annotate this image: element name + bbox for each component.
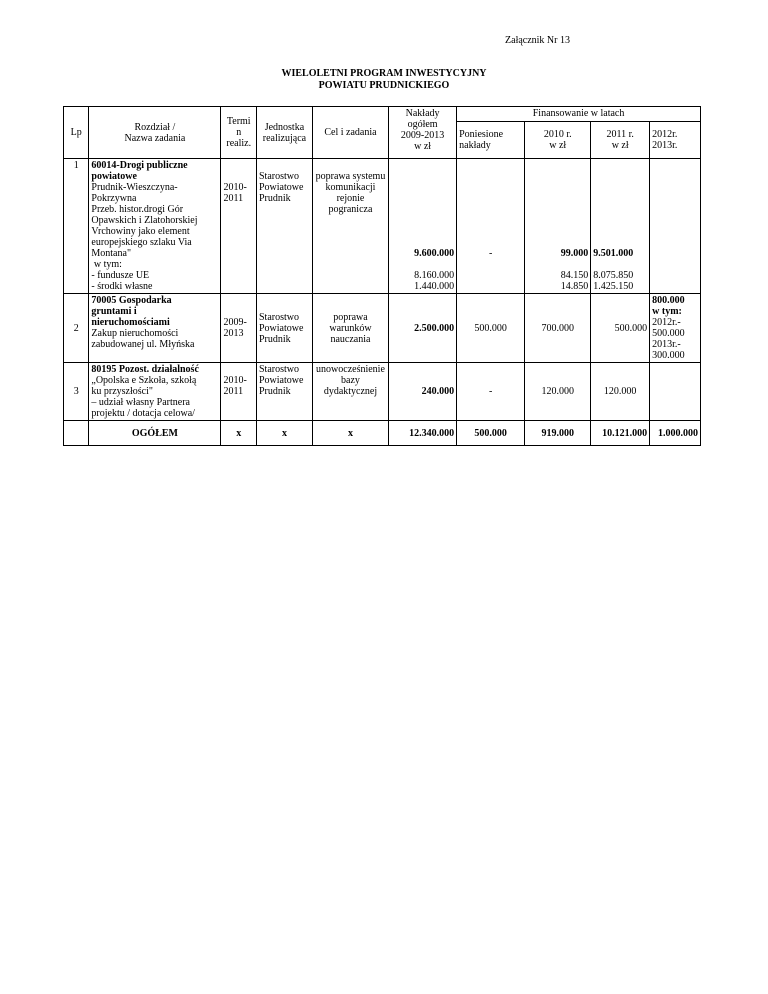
- totals-2011: 10.121.000: [591, 421, 650, 446]
- col-unit-header: Jednostka realizująca: [257, 107, 313, 159]
- header-row: [64, 107, 701, 122]
- row-lp: 2: [64, 294, 89, 363]
- attachment-label: Załącznik Nr 13: [505, 35, 570, 46]
- row-total: 9.600.000 8.160.000 1.440.000: [389, 159, 457, 294]
- row-incurred: 500.000: [457, 294, 525, 363]
- totals-incurred: 500.000: [457, 421, 525, 446]
- row-unit: Starostwo Powiatowe Prudnik: [257, 363, 313, 421]
- row-task-name: 80195 Pozost. działalność „Opolska e Szkoła, szkołą ku przyszłości" – udział własny Partnera projektu / dotacja celowa/: [89, 363, 221, 421]
- title-line-2: POWIATU PRUDNICKIEGO: [318, 80, 450, 91]
- col-goal-header: Cel i zadania: [312, 107, 388, 159]
- row-2011: 500.000: [591, 294, 650, 363]
- table-row: [64, 159, 701, 294]
- row-lp: 1: [64, 159, 89, 294]
- row-incurred: -: [457, 159, 525, 294]
- row-2011: 9.501.000 8.075.850 1.425.150: [591, 159, 650, 294]
- row-term: 2010- 2011: [221, 159, 257, 294]
- row-incurred: -: [457, 363, 525, 421]
- col-2011-header: 2011 r. w zł: [591, 122, 650, 159]
- col-lp-header: Lp: [64, 107, 89, 159]
- totals-2010: 919.000: [525, 421, 591, 446]
- row-total: 2.500.000: [389, 294, 457, 363]
- table-row: [64, 363, 701, 421]
- row-2010: 700.000: [525, 294, 591, 363]
- col-2010-header: 2010 r. w zł: [525, 122, 591, 159]
- row-2011: 120.000: [591, 363, 650, 421]
- row-unit: Starostwo Powiatowe Prudnik: [257, 294, 313, 363]
- col-financing-header: Finansowanie w latach: [457, 107, 701, 122]
- row-2010: 99.000 84.150 14.850: [525, 159, 591, 294]
- row-goal: poprawa warunków nauczania: [312, 294, 388, 363]
- row-goal: unowocześnienie bazy dydaktycznej: [312, 363, 388, 421]
- totals-label: OGÓŁEM: [89, 421, 221, 446]
- col-incurred-header: Poniesione nakłady: [457, 122, 525, 159]
- row-term: 2009- 2013: [221, 294, 257, 363]
- investment-table: [63, 106, 701, 446]
- totals-term: x: [221, 421, 257, 446]
- row-task-name: 60014-Drogi publiczne powiatowe Prudnik-Wieszczyna- Pokrzywna Przeb. histor.drogi Gór Opawskich i Zlatohorskiej Vrchowiny jako element europejskiego szlaku Via Montana" w tym: - fundusze UE - środki własne: [89, 159, 221, 294]
- totals-unit: x: [257, 421, 313, 446]
- row-term: 2010- 2011: [221, 363, 257, 421]
- col-2012-header: 2012r. 2013r.: [650, 122, 701, 159]
- totals-goal: x: [312, 421, 388, 446]
- row-lp: 3: [64, 363, 89, 421]
- row-2010: 120.000: [525, 363, 591, 421]
- col-total-header: Nakłady ogółem 2009-2013 w zł: [389, 107, 457, 159]
- col-name-header: Rozdział / Nazwa zadania: [89, 107, 221, 159]
- totals-row: [64, 421, 701, 446]
- totals-total: 12.340.000: [389, 421, 457, 446]
- row-2012: [650, 159, 701, 294]
- row-unit: Starostwo Powiatowe Prudnik: [257, 159, 313, 294]
- table-row: [64, 294, 701, 363]
- totals-2012: 1.000.000: [650, 421, 701, 446]
- title-line-1: WIELOLETNI PROGRAM INWESTYCYJNY: [281, 68, 487, 79]
- row-2012: 800.000 w tym: 2012r.- 500.000 2013r.- 300.000: [650, 294, 701, 363]
- document-title: [160, 68, 608, 92]
- row-total: 240.000: [389, 363, 457, 421]
- row-goal: poprawa systemu komunikacji rejonie pogranicza: [312, 159, 388, 294]
- row-2012: [650, 363, 701, 421]
- col-term-header: Termi n realiz.: [221, 107, 257, 159]
- totals-lp: [64, 421, 89, 446]
- row-task-name: 70005 Gospodarka gruntami i nieruchomościami Zakup nieruchomości zabudowanej ul. Młyńska: [89, 294, 221, 363]
